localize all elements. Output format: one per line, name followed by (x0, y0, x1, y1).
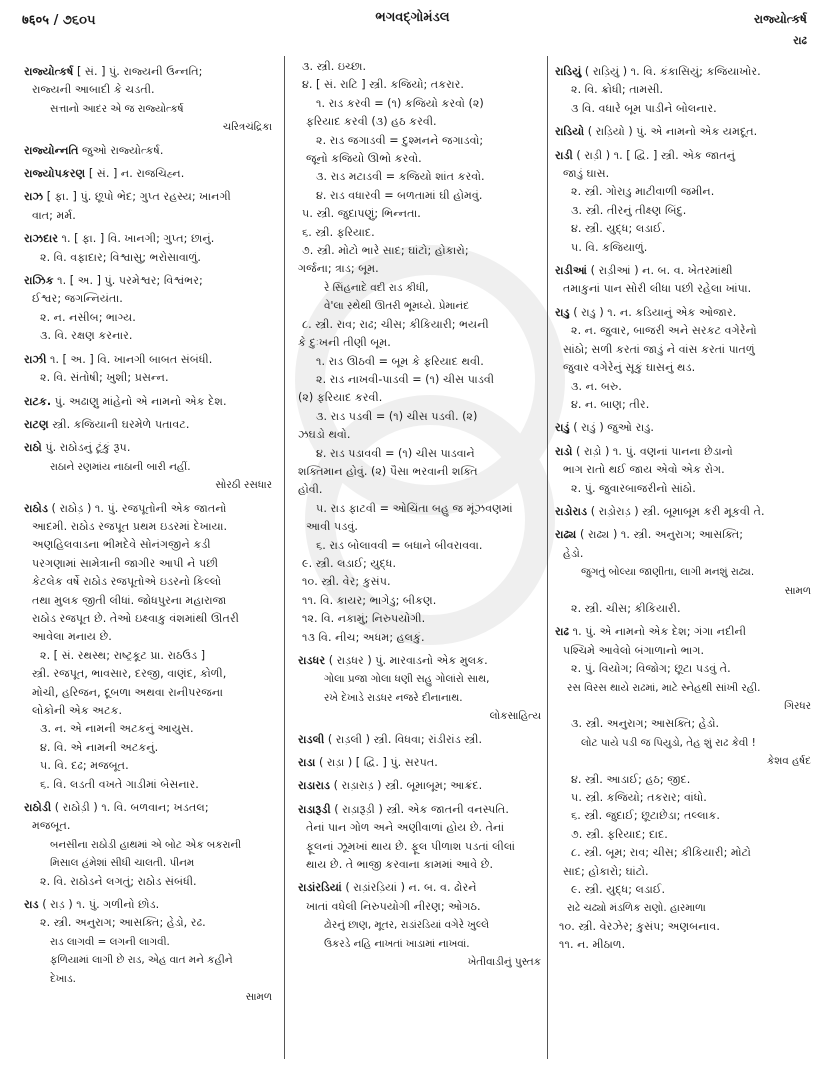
headword-entry: રાઠોડ ( રાઠોડ઼ ) ૧. પું. રજપૂતોની એક જાતનો (24, 501, 227, 515)
headword-entry: રાડી ( રાડ઼ી ) ૧. [ દ્વિ. ] સ્ત્રી. એક જાતનું (555, 148, 736, 162)
headword: રાઝી (24, 352, 47, 366)
column-right (555, 58, 813, 955)
sense-line: ૫. વિ. કજિયાળું. (571, 240, 648, 254)
headword: રાડ (24, 898, 39, 912)
headword: રાટક. (24, 394, 52, 408)
column-divider (547, 56, 548, 1059)
definition-continuation: ઈશ્વર; જગન્નિયંતા. (32, 292, 123, 306)
sense-line: ૨. વિ. ક્રોધી; તામસી. (571, 83, 664, 97)
definition-continuation: તથા મુલક જીતી લીધાં. જોધપુરના મહારાજા (32, 593, 227, 607)
headword: રાઠો (24, 441, 42, 455)
idiom-line: ૫. રાડ ફાટવી = ઓચિંતા બહુ જ મૂંઝવણમાં (316, 501, 513, 515)
headword: રાડારાડ (298, 779, 331, 793)
sense-line: ૫. સ્ત્રી. કજિયો; તકરાર; વાંધો. (571, 791, 707, 805)
definition-continuation: જુવાર વગેરેનું સૂકું ઘાસનું થડ. (563, 361, 696, 375)
sense-line: ૬. સ્ત્રી. જુદાઈ; છૂટાછેડા; તલ્લાક. (571, 809, 720, 823)
definition-continuation: હેડો. (563, 546, 584, 560)
headword-entry: રાડુ ( રાડુ ) ૧. ન. કડિયાનું એક ઓજાર. (555, 305, 737, 319)
sense-line: ૮. સ્ત્રી. રાવ; રાઢ; ચીસ; કીકિયારી; ભયની (302, 317, 489, 331)
headword-entry: રાડોરાડ ( રાડ઼ોરાડ઼ ) સ્ત્રી. બૂમાબૂમ કરી મૂકવી તે. (555, 504, 765, 518)
sense-line: ૨. વિ. રાઠોડને લગતું; રાઠોડ સંબંધી. (40, 874, 197, 888)
sense-line: ૩ વિ. વધારે બૂમ પાડીને બોલનાર. (571, 101, 717, 115)
headword-entry: રાડિયો ( રાડ઼િયો ) પું. એ નામનો એક યમદૂત. (555, 125, 758, 139)
sense-line: ૩. ન. એ નામની અટકનું આયુસ. (40, 722, 194, 736)
sense-line: ૧૨. વિ. નકામું; નિરુપયોગી. (302, 612, 426, 626)
headword: રાડી (555, 148, 573, 162)
sense-line: ૫. વિ. દઢ; મજબૂત. (40, 759, 129, 773)
headword: રાડુ (555, 305, 570, 319)
idiom-line: ૬. રાડ બોલાવવી = બધાને બીવરાવવા. (316, 538, 483, 552)
quotation-line: ઉકરડે નહિ નાખતાં ખાડામાં નાખવાં. (324, 937, 470, 950)
quotation-line: ગોલા પ્રજા ગોલા ધણી સહુ ગોલાંરો સાથ, (324, 673, 490, 686)
sense-line: ૫. સ્ત્રી. જુદાપણું; ભિન્નતા. (302, 207, 421, 221)
sense-line: ૪. [ સં. રાટિ ] સ્ત્રી. કજિયો; તકરાર. (302, 78, 464, 92)
quotation-line: રાઢે ચઢ્યો મંડળિક રાણો. હારમાળા (567, 902, 706, 915)
sense-line: ૯. સ્ત્રી. યુદ્ધ; લડાઈ. (571, 883, 666, 897)
quotation-source: સામળ (784, 584, 811, 597)
sense-line: ૯. સ્ત્રી. લડાઈ; યુદ્ધ. (302, 556, 397, 570)
sense-line: ૧૦. સ્ત્રી. વેર; કુસંપ. (302, 575, 391, 589)
headword: રાઢ (555, 625, 570, 639)
headword-entry: રાડિયું ( રાડ઼િયું ) ૧. વિ. કંકાસિયું; કજિયાખોર. (555, 65, 761, 78)
headword-entry: રાડાંરડિયાં ( રાડ઼ાંરડ઼િયાં ) ન. બ. વ. ઢોરને (298, 881, 477, 895)
definition-continuation: ફૂલનાં ઝૂમખાં થાય છે. ફૂલ પીળાશ પડતાં લીલાં (306, 839, 516, 853)
quotation-source: લોકસાહિત્ય (489, 710, 541, 723)
definition-continuation: તમાકુનાં પાન સોરી લીધા પછી રહેલા ખાંપા. (563, 282, 752, 296)
definition-continuation: આદમી. રાઠોડ રજપૂત પ્રથમ ઇડરમાં દેખાયા. (32, 519, 228, 533)
headword: રાડિયું (555, 65, 582, 78)
definition-continuation: આવી પડવું. (306, 520, 358, 534)
headword-entry: રાજ્યોપકરણ [ સં. ] ન. રાજચિહ્ન. (24, 167, 185, 181)
idiom-line: ૧. રાડ કરવી = (૧) કજિયો કરવો (૨) (316, 96, 484, 110)
idiom-line: ૨. રાડ જગાડવી = દુશ્મનને જગાડવો; (316, 133, 484, 147)
quotation-line: રખે દેખાડે રાડધર નજરે દીનાનાથ. (324, 691, 463, 704)
headword-entry: રાઢ ૧. પું. એ નામનો એક દેશ; ગંગા નદીની (555, 625, 747, 639)
definition-continuation: કેટલેક વર્ષે રાઠોડ રજપૂતોએ ઇડરનો કિલ્લો (32, 575, 222, 589)
quotation-line: જુગતું બોલ્યા જાણીતા, લાગી મનશું રાઢ્ય. (581, 566, 755, 579)
definition-continuation: મજબૂત. (32, 819, 71, 833)
definition-continuation: ગર્જના; ત્રાડ; બૂમ. (298, 262, 379, 276)
headword: રાઠોડી (24, 801, 52, 815)
definition-continuation: ખાતાં વધેલી નિરુપયોગી નીરણ; ઓગઠ. (306, 899, 481, 913)
headword: રાડોરાડ (555, 504, 588, 518)
definition-continuation: અણહિલવાડના ભીમદેવે સોનંગજીને કડી (32, 538, 211, 552)
headword: રાજ્યોપકરણ (24, 167, 86, 181)
headword: રાઝદાર (24, 232, 58, 246)
definition-continuation: (૨) ફરિયાદ કરવી. (298, 391, 383, 405)
column-left (24, 58, 274, 1007)
headword-entry: રાડધર ( રાડ઼ધર ) પું. મારવાડનો એક મુલક. (298, 654, 488, 667)
sense-line: ૭. સ્ત્રી. ફરિયાદ; દાદ. (571, 827, 668, 841)
sense-line: ૩. સ્ત્રી. અનુરાગ; આસક્તિ; હેડો. (571, 717, 720, 731)
quotation-line: લોટ પાયે પડી જ પિયુડો, તેહ શું રાઢ કેવી ! (581, 736, 756, 749)
definition-continuation: રાઠોડ રજપૂત છે. તેઓ ઇક્ષ્વાકુ વંશમાંથી ઊતરી (32, 611, 239, 625)
definition-continuation: વાત; મર્મ. (32, 208, 76, 222)
idiom-line: ૨. રાડ નાખવી-પાડવી = (૧) ચીસ પાડવી (316, 372, 495, 386)
quotation-source: સોરઠી રસધાર (215, 479, 272, 492)
quotation-source: ગિરધર (784, 700, 811, 712)
quotation-line: વે'લા રથેથી ઊતરી ભૂમધ્યે. પ્રેમાનંદ (324, 300, 469, 313)
headword-entry: રાજ્યોન્નતિ જુઓ રાજ્યોત્કર્ષ. (24, 143, 164, 157)
definition-continuation: સાદ; હોકારો; ઘાંટો. (563, 864, 649, 878)
sense-line: ૨. સ્ત્રી. ગોરાડુ માટીવાળી જમીન. (571, 185, 715, 199)
headword-entry: રાડારૂડી ( રાડ઼ારૂડ઼ી ) સ્ત્રી. એક જાતની વનસ્પતિ. (298, 802, 509, 816)
idiom-line: ૪. રાડ વધારવી = બળતામાં ઘી હોમવું. (316, 188, 483, 202)
sense-line: ૮. સ્ત્રી. બૂમ; રાવ; ચીસ; કીકિયારી; મોટો (571, 846, 751, 860)
idiom-line: ૩. રાડ મટાડવી = કજિયો શાંત કરવો. (316, 170, 485, 184)
sense-line: ૪. સ્ત્રી. યુદ્ધ; લડાઈ. (571, 222, 666, 236)
headword-entry: રાઝી ૧. [ અ. ] વિ. ખાનગી બાબત સંબંધી. (24, 352, 213, 366)
sense-line: ૨. પું. વિયોગ; વિજોગ; છૂટા પડવું તે. (571, 662, 731, 676)
quotation-source: ખેતીવાડીનું પુસ્તક (467, 956, 541, 969)
page-header (0, 0, 825, 52)
sense-line: ૧૧. વિ. કાયર; ભાગેડુ; બીકણ. (302, 593, 437, 607)
headword-entry: રાડા ( રાડ઼ા ) [ દ્વિ. ] પું. સરપત. (298, 756, 438, 770)
sense-line: ૬. વિ. લડતી વખતે ગાડીમાં બેસનાર. (40, 777, 199, 791)
dictionary-title: ભગવદ્ગોમંડલ (375, 10, 450, 25)
idiom-line: ૧. રાડ ઊઠવી = બૂમ કે ફરિયાદ થવી. (316, 354, 484, 368)
guide-word-first: રાજ્યોત્કર્ષ (753, 12, 807, 26)
headword: રાડું (555, 421, 570, 435)
headword-entry: રાટણ સ્ત્રી. કજિયાની ઘરમેળે પતાવટ. (24, 417, 190, 431)
quotation-line: રાડ લાગવી = લગની લાગવી. (50, 935, 170, 948)
definition-continuation: પશ્ચિમે આવેલો બંગાળાનો ભાગ. (563, 643, 705, 657)
headword-entry: રાડારાડ ( રાડ઼ારાડ઼ ) સ્ત્રી. બૂમાબૂમ; આક્રંદ. (298, 779, 483, 793)
definition-continuation: હોવી. (298, 483, 323, 497)
definition-continuation: પરગણામાં સામેત્રાની જાગીર આપી ને પછી (32, 556, 219, 570)
sense-line: ૩. વિ. રક્ષણ કરનાર. (40, 329, 133, 343)
definition-continuation: થાય છે. તે ભાજી કરવાના કામમાં આવે છે. (306, 858, 494, 872)
headword: રાજ્યોન્નતિ (24, 143, 79, 157)
headword-entry: રાઠો પું. રાઠોડનું ટૂંકું રૂપ. (24, 441, 131, 455)
sense-line: ૪. વિ. એ નામની અટકનું. (40, 740, 159, 754)
column-divider (284, 56, 285, 1059)
sense-line: ૨. વિ. સંતોષી; ખુશી; પ્રસન્ન. (40, 371, 169, 385)
sense-line: ૨. સ્ત્રી. અનુરાગ; આસક્તિ; હેડો, રઢ. (40, 916, 206, 930)
quotation-source: ચરિત્રચંદ્રિકા (222, 121, 272, 134)
definition-continuation: ફરિયાદ કરવી (૩) હઠ કરવી. (306, 115, 437, 129)
quotation-line: રસ વિરસ થાયે રાઢમાં, માટે સ્નેહથી સાંખી રહી. (567, 681, 761, 694)
definition-continuation: રાજ્યની આબાદી કે ચડતી. (32, 83, 155, 97)
sense-line: ૧૩ વિ. નીચ; અધમ; હલકું. (302, 630, 425, 644)
definition-continuation: સ્ત્રી. રજપૂત, ભાવસાર, દરજી, વાણંદ, કોળી, (32, 667, 227, 681)
sense-line: ૭. સ્ત્રી. મોટો ભારે સાદ; ઘાંટો; હોકારો; (302, 244, 469, 258)
idiom-line: ૩. રાડ પડવી = (૧) ચીસ પડવી. (૨) (316, 409, 478, 423)
headword-entry: રાજ્યોત્કર્ષ [ સં. ] પું. રાજ્યની ઉન્નતિ; (24, 65, 203, 78)
headword: રાઝ (24, 190, 44, 204)
sense-line: ૧૦. સ્ત્રી. વેરઝેર; કુસંપ; અણબનાવ. (559, 919, 720, 933)
headword: રાડિયો (555, 125, 585, 139)
sense-line: ૩. સ્ત્રી. તીરનું તીક્ષ્ણ બિંદુ. (571, 203, 687, 217)
quotation-source: કેશવ હર્ષદ (766, 755, 811, 768)
column-middle (298, 58, 543, 972)
sense-line: ૪. ન. બાણ; તીર. (571, 397, 650, 411)
quotation-line: ઢોરનું છાણ, મૂતર, રાડાંરડિયાં વગેરે ખુલ્લે (324, 919, 490, 932)
definition-continuation: તેનાં પાન ગોળ અને અણીવાળાં હોય છે. તેનાં (306, 821, 505, 835)
definition-continuation: લોકોની એક અટક. (32, 704, 123, 717)
definition-continuation: ઝઘડો થવો. (298, 428, 351, 442)
headword: રાડલી (298, 732, 325, 746)
sense-line: ૨. ન. જુવાર, બાજરી અને સરકટ વગેરેનો (571, 324, 757, 338)
page-number: ७६०५ / ૭૬૦૫ (22, 13, 96, 28)
quotation-source: સામળ (245, 991, 272, 1004)
headword: રાડીઆં (555, 264, 588, 278)
headword: રાડધર (298, 654, 326, 667)
headword: રાટણ (24, 417, 49, 431)
sense-line: ૨. [ સં. રથસ્થ; રાષ્ટ્રકૂટ પ્રા. રાઠઉડ ] (40, 648, 206, 662)
sense-line: ૩. સ્ત્રી. ઇચ્છા. (302, 60, 367, 73)
sense-line: ૧૧. ન. મીઠાળ. (559, 938, 626, 952)
headword-entry: રાટક. પું. અઢાણુ માંહેનો એ નામનો એક દેશ. (24, 394, 227, 408)
sense-line: ૨. પું. જુવારબાજરીનો સાંઠો. (571, 481, 696, 495)
definition-continuation: આવેલા મનાય છે. (32, 630, 112, 644)
headword: રાડા (298, 756, 316, 770)
headword-entry: રાડલી ( રાડ઼લી ) સ્ત્રી. વિધવા; રાંડીરાંડ સ્ત્રી. (298, 732, 483, 746)
headword: રાઝિક (24, 274, 54, 288)
guide-word-last: રાઢ (793, 34, 807, 47)
headword: રાડારૂડી (298, 802, 331, 816)
definition-continuation: શક્તિમાન હોવું. (૨) પૈસા ભરવાની શક્તિ (298, 464, 478, 478)
quotation-line: બનસીના રાઠોડી હાથમાં એ બોટ એક બકરાની (50, 838, 242, 851)
headword-entry: રાઠોડી ( રાઠોડ઼ી ) ૧. વિ. બળવાન; ખડતલ; (24, 801, 209, 815)
definition-continuation: કે દુઃખની તીણી બૂમ. (298, 336, 391, 350)
definition-continuation: સાંઠો; સળી કરતાં જાડું ને વાંસ કરતાં પાતળું (563, 342, 755, 356)
headword-entry: રાડું ( રાડ઼ું ) જુઓ રાડુ. (555, 421, 654, 435)
definition-continuation: ભાગ રાતો થઈ જાય એવો એક રોગ. (563, 463, 725, 477)
headword: રાડાંરડિયાં (298, 881, 342, 895)
quotation-line: મિસાલ હંમેશાં સીધી ચાલતી. પીનમ (50, 857, 195, 870)
headword-entry: રાડો ( રાડ઼ો ) ૧. પું. વણનાં પાનના છેડાનો (555, 444, 733, 458)
headword: રાડો (555, 444, 573, 458)
headword: રાઠોડ (24, 501, 48, 515)
definition-continuation: મોચી, હરિજન, દૂબળા અથવા રાનીપરજના (32, 685, 223, 699)
headword-entry: રાઝિક ૧. [ અ. ] પું. પરમેશ્વર; વિશ્વંભર; (24, 274, 203, 288)
headword-entry: રાડીઆં ( રાડ઼ીઆં ) ન. બ. વ. ખેતરમાંથી (555, 264, 733, 278)
headword-entry: રાઝ [ ફા. ] પું. છૂપો ભેદ; ગુપ્ત રહસ્ય; ખાનગી (24, 190, 231, 204)
definition-continuation: જૂનો કજિયો ઊભો કરવો. (306, 152, 422, 166)
idiom-line: ૪. રાડ પડાવવી = (૧) ચીસ પાડવાને (316, 446, 475, 460)
sense-line: ૨. સ્ત્રી. ચીસ; કીકિયારી. (571, 601, 681, 615)
headword-entry: રાઢ્ય ( રાઢ્ય ) ૧. સ્ત્રી. અનુરાગ; આસક્તિ; (555, 528, 744, 542)
sense-line: ૬. સ્ત્રી. ફરિયાદ. (302, 225, 375, 239)
sense-line: ૨. ન. નસીબ; ભાગ્ય. (40, 310, 136, 324)
quotation-line: રાઠાને રણમાંય નાઠાની બારી નહીં. (50, 460, 191, 473)
quotation-line: સત્તાનો આદર એ જ રાજ્યોત્કર્ષ (50, 102, 184, 115)
quotation-line: ફળિયામાં લાગી છે રાડ, એહ વાત મને કહીને (50, 954, 233, 967)
headword-entry: રાઝદાર ૧. [ ફા. ] વિ. ખાનગી; ગુપ્ત; છાનું. (24, 232, 215, 246)
quotation-line: રે સિંહનાદે વદી રાડ કીધી, (324, 281, 429, 294)
quotation-line: દેખાડ. (50, 972, 76, 985)
sense-line: ૪. સ્ત્રી. આડાઈ; હઠ; જીદ. (571, 772, 691, 786)
sense-line: ૨. વિ. વફાદાર; વિશ્વાસુ; ભરોસાવાળું. (40, 250, 201, 264)
sense-line: ૩. ન. બરુ. (571, 379, 622, 393)
headword-entry: રાડ ( રાડ઼ ) ૧. પું. ગળીનો છોડ. (24, 898, 160, 912)
definition-continuation: જાડું ઘાસ. (563, 167, 610, 181)
headword: રાઢ્ય (555, 528, 577, 542)
headword: રાજ્યોત્કર્ષ (24, 65, 74, 78)
